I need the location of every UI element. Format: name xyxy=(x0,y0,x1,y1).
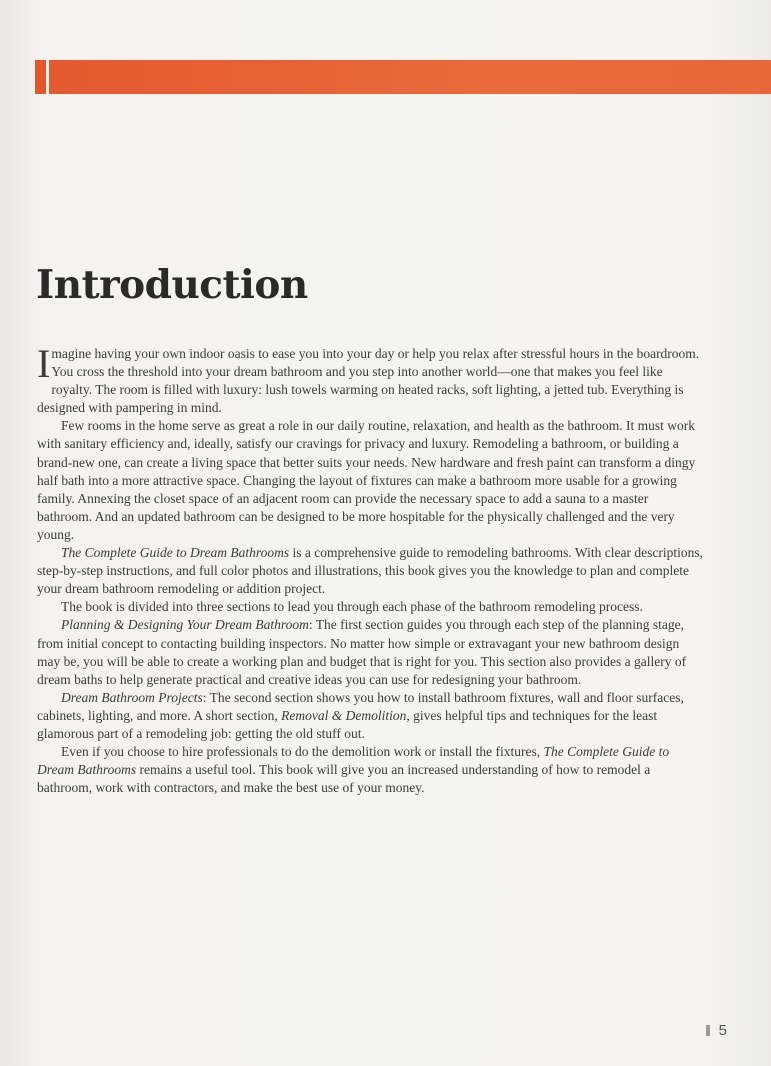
paragraph-7-text-end: remains a useful tool. This book will give you an increased understanding of how to remodel a bathroom, work with contractors, and make the best use of your money. xyxy=(37,762,651,796)
section-title-removal: Removal & Demolition xyxy=(281,707,407,723)
paragraph-7 xyxy=(37,743,705,797)
paragraph-6-text-end: , gives helpful tips and techniques for the least glamorous part of a remodeling job: getting the old stuff out. xyxy=(37,707,658,741)
paragraph-7-text: Even if you choose to hire professionals to do the demolition work or install the fixtures, xyxy=(61,744,544,760)
section-title-projects: Dream Bathroom Projects xyxy=(61,689,203,705)
page-title: Introduction xyxy=(36,262,308,308)
chapter-banner xyxy=(35,60,771,94)
drop-cap: I xyxy=(37,341,51,386)
paragraph-5 xyxy=(37,616,705,688)
banner-bar xyxy=(49,60,771,94)
paragraph-5-text: : The first section guides you through each step of the planning stage, from initial concept to contacting building inspectors. No matter how simple or extravagant your new bathroom design may be, you will be able to create a working plan and budget that is right for you. This section also provides a gallery of dream baths to help generate practical and creative ideas you can use for redesigning your bathroom. xyxy=(37,617,687,687)
book-title: The Complete Guide to Dream Bathrooms xyxy=(61,545,290,561)
body-text xyxy=(37,341,705,797)
paragraph-3 xyxy=(37,544,705,598)
paragraph-6-text: : The second section shows you how to install bathroom fixtures, wall and floor surfaces, cabinets, lighting, and more. A short section, xyxy=(37,689,684,723)
paragraph-2: Few rooms in the home serve as great a role in our daily routine, relaxation, and health as the bathroom. It must work with sanitary efficiency and, ideally, satisfy our cravings for privacy and luxury. Remodeling a bathroom, or building a brand-new one, can create a living space that better suits your needs. New hardware and fresh paint can transform a dingy half bath into a more attractive space. Changing the layout of fixtures can make a bathroom more usable for a growing family. Annexing the closet space of an adjacent room can provide the necessary space to add a sauna to a master bathroom. And an updated bathroom can be designed to be more hospitable for the physically challenged and the very young. xyxy=(37,418,696,542)
paragraph-3-text: is a comprehensive guide to remodeling bathrooms. With clear descriptions, step-by-step instructions, and full color photos and illustrations, this book gives you the knowledge to plan and complete your dream bathroom remodeling or addition project. xyxy=(37,545,703,597)
folio-mark-icon xyxy=(706,1025,710,1036)
paragraph-4: The book is divided into three sections to lead you through each phase of the bathroom remodeling process. xyxy=(61,599,643,615)
page-number: 5 xyxy=(718,1022,727,1039)
paragraph-1-text: magine having your own indoor oasis to ease you into your day or help you relax after stressful hours in the boardroom. You cross the threshold into your dream bathroom and you step into another world—one that makes you feel like royalty. The room is filled with luxury: lush towels warming on heated racks, soft lighting, a jetted tub. Everything is designed with pampering in mind. xyxy=(37,346,700,416)
book-title-2: The Complete Guide to Dream Bathrooms xyxy=(37,744,670,778)
banner-notch xyxy=(35,60,46,94)
page-footer xyxy=(706,1022,727,1039)
paragraph-1 xyxy=(37,341,705,417)
paragraph-6 xyxy=(37,689,705,743)
section-title-planning: Planning & Designing Your Dream Bathroom xyxy=(61,617,309,633)
